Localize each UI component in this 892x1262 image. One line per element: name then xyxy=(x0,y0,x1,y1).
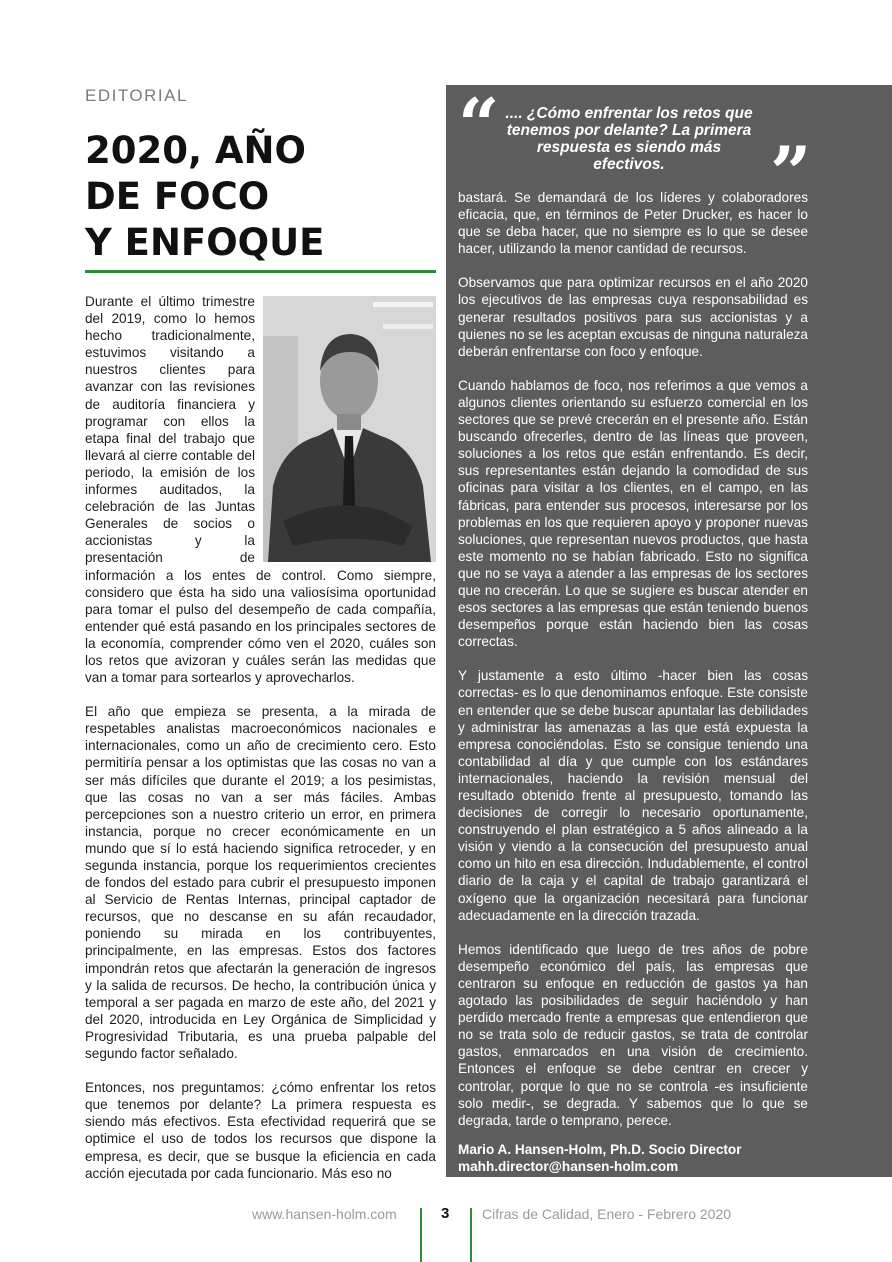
paragraph: Hemos identificado que luego de tres años de pobre desempeño económico del país, las empresas que centraron su enfoque en reducción de gastos ya han agotado las posibilidades de seguir haciéndolo y han perdido mercado frente a empresas que entendieron que no se trata solo de reducir gastos, se trata de controlar gastos, enmarcados en una visión de crecimiento. Entonces el enfoque se debe centrar en crecer y controlar, porque lo que no se controla -es insuficiente solo medir-, se degrada. Y sabemos que lo que se degrada, tarde o temprano, perece. xyxy=(458,941,808,1128)
headline-line-1: 2020, AÑO xyxy=(85,129,306,172)
portrait-illustration xyxy=(263,296,436,562)
footer-publication: Cifras de Calidad, Enero - Febrero 2020 xyxy=(482,1206,732,1222)
headline-line-3: Y ENFOQUE xyxy=(85,221,325,264)
author-signature xyxy=(458,1141,878,1175)
pull-quote: .... ¿Cómo enfrentar los retos que tenemos por delante? La primera respuesta es siendo más efectivos. xyxy=(505,105,753,173)
close-quote-icon: ” xyxy=(770,130,812,215)
paragraph: Y justamente a esto último -hacer bien las cosas correctas- es lo que denominamos enfoque. Este consiste en entender que se debe buscar apuntalar las debilidades y administrar las amenazas a las que está expuesta la empresa conociéndolas. Esto se consigue teniendo una contabilidad al día y que cumple con los estándares internacionales, haciendo la revisión mensual del resultado obtenido frente al presupuesto, tomando las decisiones de corregir lo necesario oportunamente, construyendo el plan estratégico a 5 años alineado a la visión y viendo a la consecución del presupuesto anual como un hito en esa dirección. Indudablemente, el control diario de la caja y el capital de trabajo garantizará el oxígeno que la organización necesitará para funcionar adecuadamente en la dirección trazada. xyxy=(458,668,808,923)
paragraph: Observamos que para optimizar recursos en el año 2020 los ejecutivos de las empresas cuya responsabilidad es generar resultados positivos para sus accionistas y a quienes no se les aceptan excusas de ninguna naturaleza deberán enfrentarse con foco y enfoque. xyxy=(458,275,808,359)
headline-divider xyxy=(85,270,436,273)
left-column xyxy=(85,293,436,1199)
section-label: EDITORIAL xyxy=(85,86,188,105)
right-column-text xyxy=(458,189,808,1146)
footer-website-link[interactable]: www.hansen-holm.com xyxy=(252,1206,397,1222)
paragraph: Cuando hablamos de foco, nos referimos a que vemos a algunos clientes orientando su esfuerzo comercial en los sectores que se prevé crecerán en el presente año. Están buscando ofrecerles, dentro de las líneas que proveen, soluciones a los retos que están enfrentando. Es decir, sus representantes están dejando la comodidad de sus oficinas para visitar a los clientes, en el campo, en las fábricas, para entender sus procesos, interesarse por los problemas en los que requieren apoyo y proponer nuevas soluciones, que representan nuevos productos, que hasta este momento no se habían fabricado. Esto no significa que no se vaya a atender a las empresas de los sectores que no crecerán. Lo que se sugiere es buscar atender en esos sectores a las empresas que están teniendo buenos desempeños porque están haciendo bien las cosas correctas. xyxy=(458,377,808,650)
author-portrait xyxy=(263,296,436,562)
footer-divider-left xyxy=(420,1208,422,1262)
author-name: Mario A. Hansen-Holm, Ph.D. Socio Director xyxy=(458,1142,742,1157)
open-quote-icon: “ xyxy=(458,82,500,167)
page-number: 3 xyxy=(441,1205,450,1222)
article-headline xyxy=(85,128,435,266)
author-email[interactable]: mahh.director@hansen-holm.com xyxy=(458,1159,679,1174)
paragraph: El año que empieza se presenta, a la mirada de respetables analistas macroeconómicos nacionales e internacionales, como un año de crecimiento cero. Esto permitiría pensar a los optimistas que las cosas no van a ser más difíciles que durante el 2019; a los pesimistas, que las cosas no van a ser más fáciles. Ambas percepciones son a nuestro criterio un error, en primera instancia, porque no crecer económicamente en un mundo que sí lo está haciendo significa retroceder, y en segunda instancia, porque los requerimientos crecientes de fondos del estado para cubrir el presupuesto imponen al Servicio de Rentas Internas, principal captador de recursos, que no descanse en su afán recaudador, poniendo su mirada en los contribuyentes, principalmente, en las empresas. Estos dos factores impondrán retos que afectarán la generación de ingresos y la salida de recursos. De hecho, la contribución única y temporal a ser pagada en marzo de este año, del 2021 y del 2020, introducida en Ley Orgánica de Simplicidad y Progresividad Tributaria, es una prueba palpable del segundo factor señalado. xyxy=(85,704,436,1062)
right-column-panel xyxy=(446,82,892,1177)
footer-divider-right xyxy=(470,1208,472,1262)
headline-line-2: DE FOCO xyxy=(85,175,270,218)
paragraph: Durante el último trimestre del 2019, como lo hemos hecho tradicionalmente, estuvimos visitando a nuestros clientes para avanzar con las revisiones de auditoría financiera y programar con ellos la etapa final del trabajo que llevará al cierre contable del periodo, la emisión de los informes auditados, la celebración de las Juntas Generales de socios o accionistas y la presentación de información a los entes de control. Como siempre, considero que ésta ha sido una valiosísima oportunidad para tomar el pulso del desempeño de cada compañía, entender qué está pasando en los principales sectores de la economía, comprender cómo ven el 2020, cuáles son los retos que avizoran y cuáles serán las medidas que van a tomar para sortearlos y aprovecharlos. xyxy=(85,294,436,686)
paragraph: Entonces, nos preguntamos: ¿cómo enfrentar los retos que tenemos por delante? La primera respuesta es siendo más efectivos. Esta efectividad requerirá que se optimice el uso de todos los recursos que dispone la empresa, es decir, que se busque la eficiencia en cada acción ejecutada por cada funcionario. Más eso no xyxy=(85,1080,436,1181)
paragraph: bastará. Se demandará de los líderes y colaboradores eficacia, que, en términos de Peter Drucker, es hacer lo que se deba hacer, que no siempre es lo que se desee hacer, utilizando la menor cantidad de recursos. xyxy=(458,190,808,257)
